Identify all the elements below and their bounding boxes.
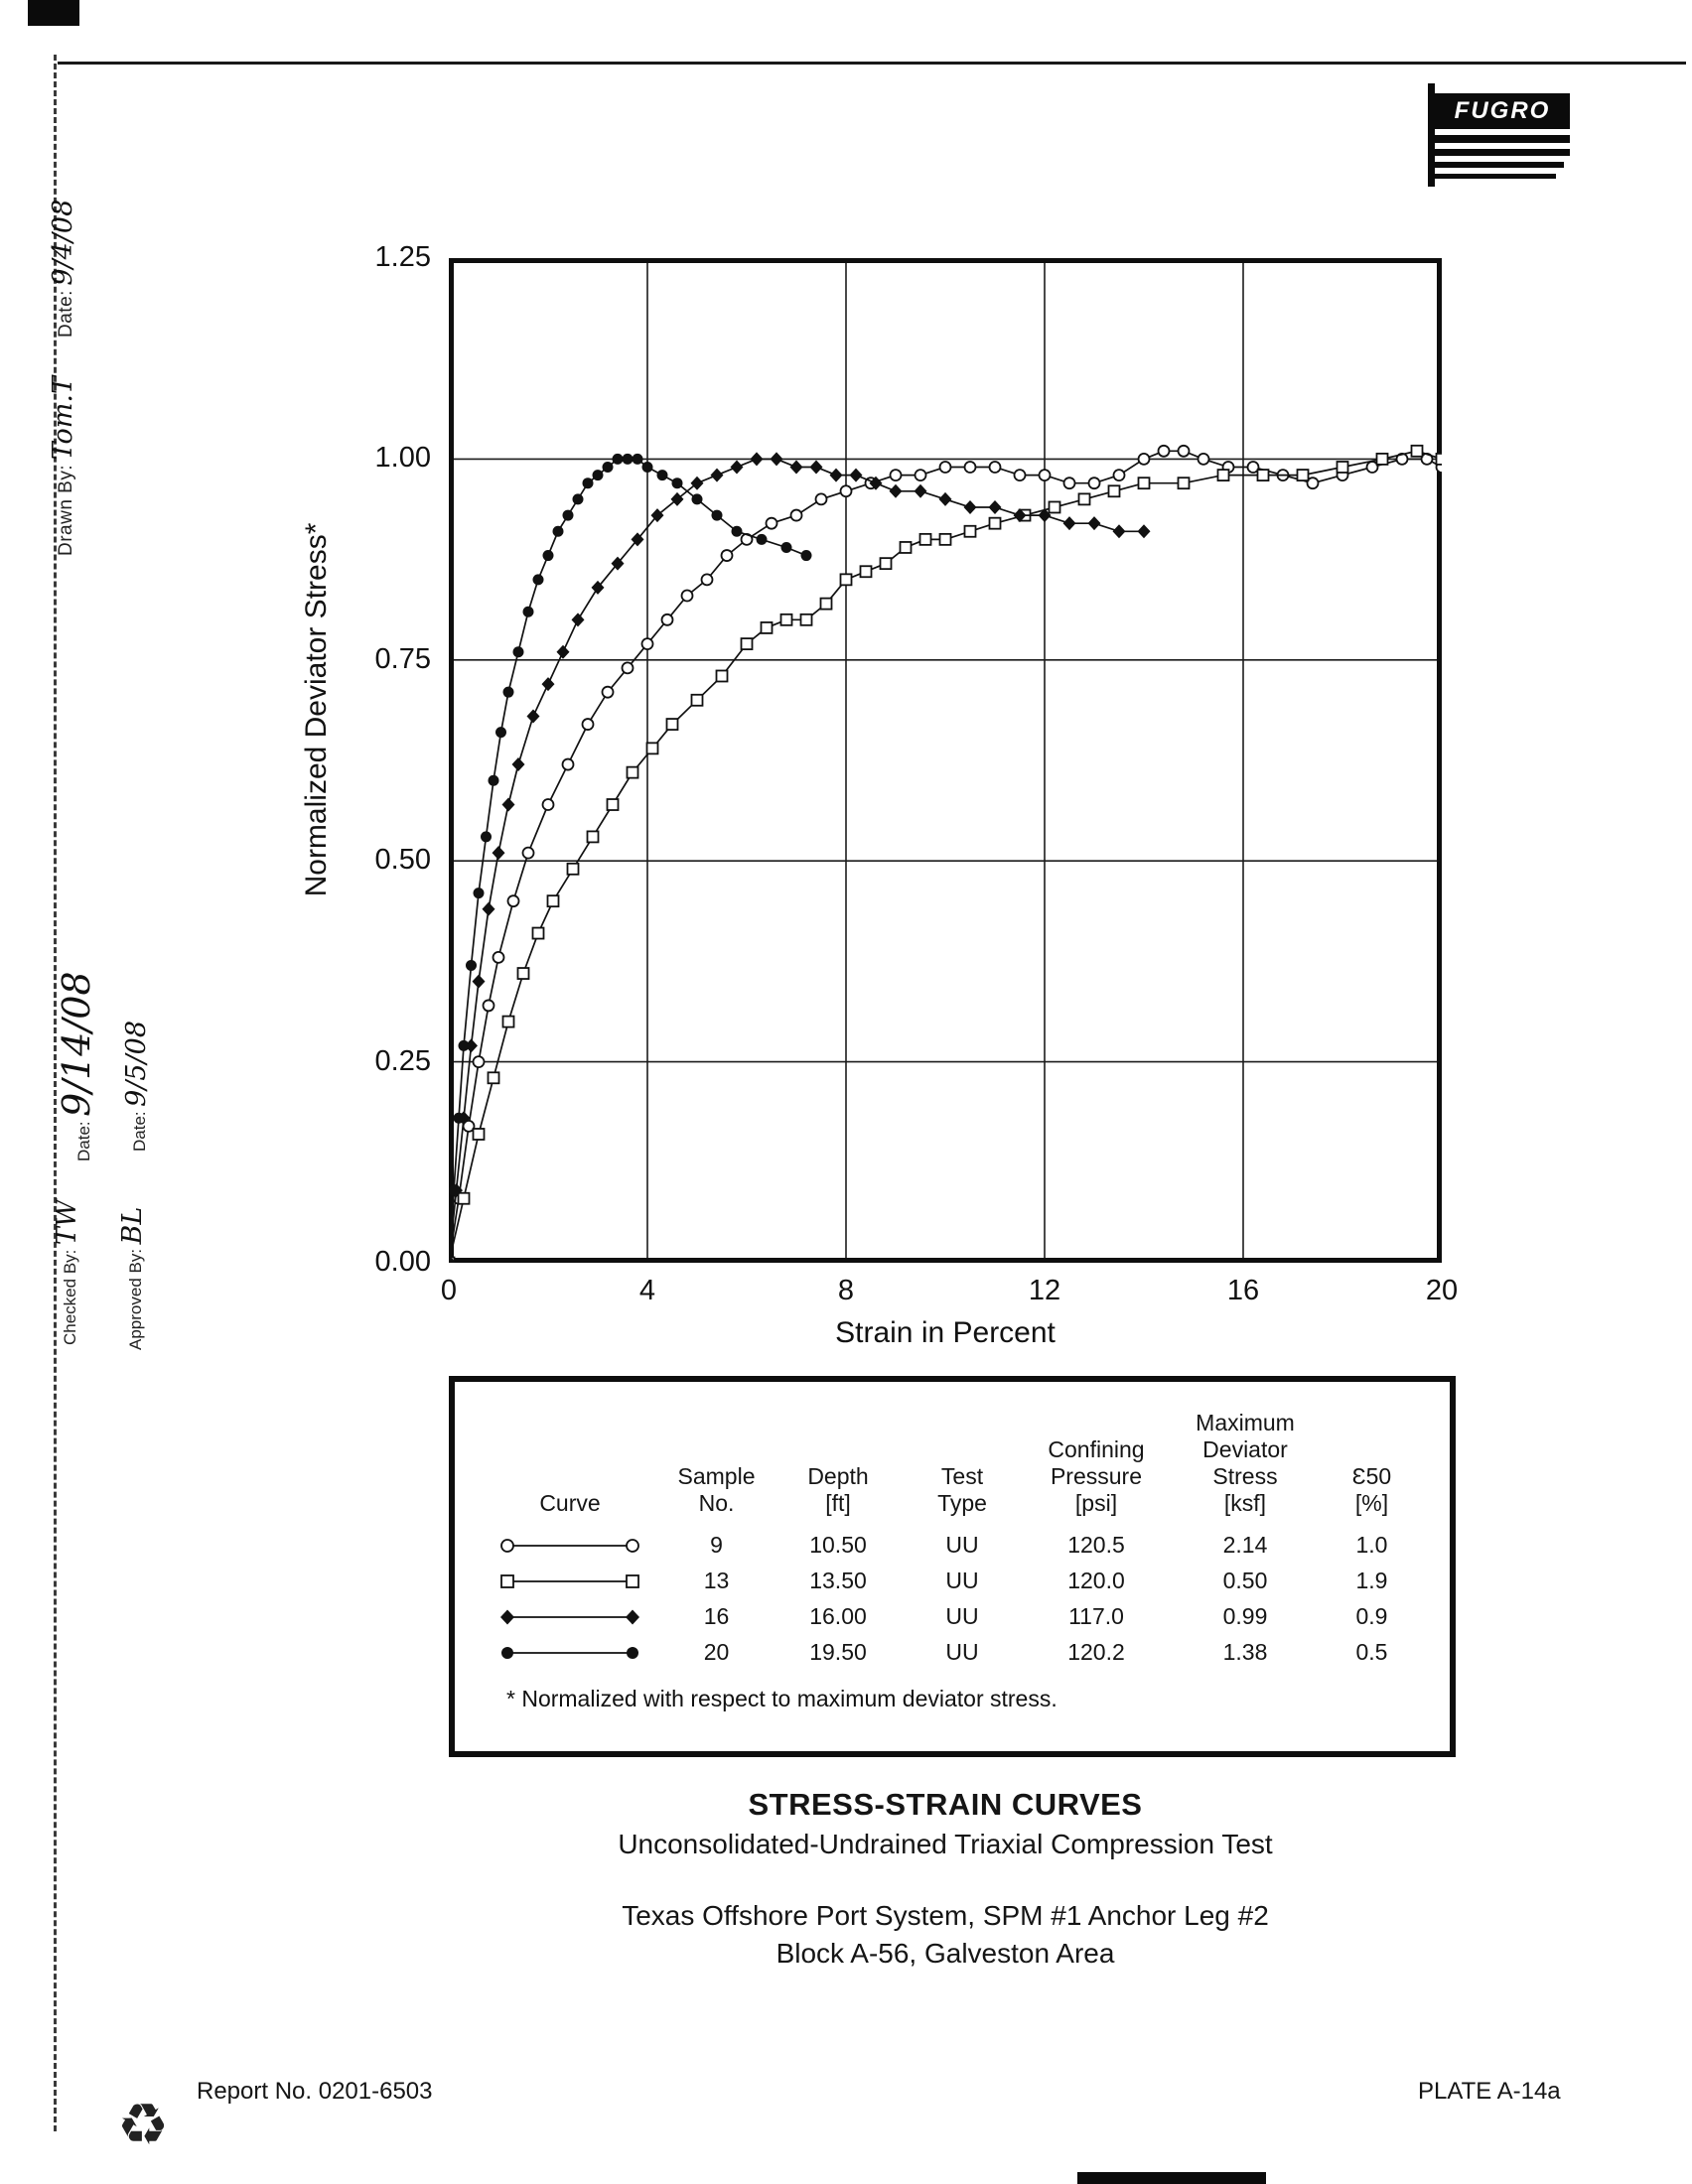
legend-cell-depth: 13.50 bbox=[809, 1568, 867, 1593]
y-axis-title: Normalized Deviator Stress* bbox=[300, 522, 333, 897]
margin-checked-by bbox=[52, 1199, 82, 1345]
scan-bottom-bar bbox=[1077, 2172, 1266, 2184]
margin-checked-by-label: Checked By: bbox=[61, 1249, 79, 1345]
legend-header--50: Ɛ50 [%] bbox=[1351, 1463, 1392, 1517]
figure-title: STRESS-STRAIN CURVES bbox=[748, 1787, 1143, 1822]
stress-strain-plot bbox=[449, 258, 1442, 1263]
legend-cell-test: UU bbox=[945, 1603, 979, 1629]
legend-row-sample-9 bbox=[481, 1528, 1424, 1564]
margin-approved-by-signature: BL bbox=[117, 1206, 148, 1245]
legend-cell-stress: 2.14 bbox=[1222, 1532, 1268, 1558]
margin-drawn-by bbox=[48, 376, 78, 556]
margin-approved-date-value: 9/5/08 bbox=[121, 1021, 152, 1107]
y-tick-1.25: 1.25 bbox=[374, 241, 431, 273]
legend-cell-pressure: 117.0 bbox=[1068, 1603, 1124, 1629]
recycle-icon: ♻ bbox=[117, 2093, 169, 2157]
legend-cell-stress: 0.99 bbox=[1222, 1603, 1268, 1629]
fugro-logo-stripe bbox=[1435, 162, 1564, 168]
margin-checked-by-signature: TW bbox=[52, 1199, 82, 1246]
legend-header-depth: Depth [ft] bbox=[807, 1463, 869, 1517]
legend-cell-e50: 1.9 bbox=[1355, 1568, 1388, 1593]
legend-header-sample: Sample No. bbox=[677, 1463, 756, 1517]
x-tick-16: 16 bbox=[1226, 1275, 1260, 1306]
margin-drawn-by-signature: Tom.T bbox=[48, 376, 78, 461]
margin-drawn-by-label: Drawn By: bbox=[56, 464, 76, 556]
legend-cell-pressure: 120.0 bbox=[1067, 1568, 1125, 1593]
legend-cell-stress: 1.38 bbox=[1222, 1639, 1268, 1665]
fugro-logo-stripe bbox=[1435, 149, 1570, 156]
y-tick-1.00: 1.00 bbox=[374, 442, 431, 475]
fugro-logo-stripe bbox=[1435, 135, 1570, 143]
margin-drawn-date-label: Date: bbox=[56, 290, 76, 338]
legend-cell-e50: 0.9 bbox=[1355, 1603, 1388, 1629]
legend-header-test: Test Type bbox=[937, 1463, 987, 1517]
y-tick-0.25: 0.25 bbox=[374, 1044, 431, 1077]
legend-header-curve: Curve bbox=[539, 1490, 601, 1517]
x-axis-title: Strain in Percent bbox=[835, 1316, 1056, 1349]
series-sample-13 bbox=[449, 446, 1442, 1263]
legend-table bbox=[481, 1410, 1424, 1671]
y-tick-0.50: 0.50 bbox=[374, 844, 431, 877]
fugro-logo-stripe bbox=[1435, 174, 1556, 179]
legend-cell-depth: 16.00 bbox=[809, 1603, 867, 1629]
legend-cell-sample: 13 bbox=[703, 1568, 730, 1593]
fugro-logo bbox=[1430, 91, 1575, 187]
legend-cell-pressure: 120.2 bbox=[1067, 1639, 1125, 1665]
x-tick-4: 4 bbox=[638, 1275, 656, 1306]
legend-row-sample-20 bbox=[481, 1635, 1424, 1671]
legend-header-confining: Confining Pressure [psi] bbox=[1048, 1436, 1145, 1517]
plate-number: PLATE A-14a bbox=[1418, 2078, 1561, 2105]
margin-checked-date bbox=[55, 971, 98, 1161]
legend-header-maximum: Maximum Deviator Stress [ksf] bbox=[1196, 1410, 1295, 1517]
figure-subtitle-location: Block A-56, Galveston Area bbox=[776, 1938, 1115, 1969]
margin-approved-date-label: Date: bbox=[130, 1111, 149, 1152]
legend-cell-test: UU bbox=[945, 1532, 979, 1558]
legend-cell-depth: 19.50 bbox=[809, 1639, 867, 1665]
margin-drawn-date-value: 9/4/08 bbox=[48, 199, 78, 286]
margin-drawn-date bbox=[48, 200, 78, 338]
margin-approved-date bbox=[121, 1021, 152, 1152]
legend-cell-pressure: 120.5 bbox=[1067, 1532, 1125, 1558]
legend-row-sample-16 bbox=[481, 1599, 1424, 1635]
legend-cell-sample: 20 bbox=[703, 1639, 730, 1665]
legend-cell-sample: 9 bbox=[710, 1532, 723, 1558]
legend-curve-symbol-diamond-filled bbox=[495, 1605, 644, 1629]
fugro-logo-wordmark: FUGRO bbox=[1435, 93, 1570, 129]
legend-cell-e50: 0.5 bbox=[1355, 1639, 1388, 1665]
legend-curve-symbol-circle-open bbox=[495, 1534, 644, 1558]
legend-row-sample-13 bbox=[481, 1564, 1424, 1599]
margin-checked-date-label: Date: bbox=[74, 1121, 93, 1161]
legend-table-header bbox=[481, 1410, 1424, 1528]
series-sample-20 bbox=[449, 454, 812, 1263]
x-tick-0: 0 bbox=[440, 1275, 458, 1306]
margin-approved-by bbox=[117, 1207, 148, 1350]
figure-subtitle-project: Texas Offshore Port System, SPM #1 Anchor Leg #2 bbox=[622, 1900, 1269, 1931]
legend-cell-depth: 10.50 bbox=[809, 1532, 867, 1558]
legend-box bbox=[449, 1376, 1456, 1757]
y-tick-0.00: 0.00 bbox=[374, 1246, 431, 1278]
margin-approved-by-label: Approved By: bbox=[126, 1248, 145, 1350]
legend-cell-stress: 0.50 bbox=[1222, 1568, 1268, 1593]
x-tick-20: 20 bbox=[1425, 1275, 1459, 1306]
y-tick-0.75: 0.75 bbox=[374, 642, 431, 675]
margin-checked-date-value: 9/14/08 bbox=[55, 971, 98, 1117]
legend-curve-symbol-square-open bbox=[495, 1570, 644, 1593]
scan-corner-mark bbox=[28, 0, 79, 26]
legend-curve-symbol-circle-filled bbox=[495, 1641, 644, 1665]
series-sample-9 bbox=[449, 446, 1442, 1263]
top-border-rule bbox=[58, 62, 1686, 65]
fugro-logo-pole bbox=[1428, 83, 1435, 187]
x-tick-8: 8 bbox=[837, 1275, 855, 1306]
report-number: Report No. 0201-6503 bbox=[197, 2078, 433, 2105]
legend-footnote: * Normalized with respect to maximum deviator stress. bbox=[506, 1686, 1058, 1711]
legend-cell-test: UU bbox=[945, 1568, 979, 1593]
legend-cell-test: UU bbox=[945, 1639, 979, 1665]
x-tick-12: 12 bbox=[1028, 1275, 1061, 1306]
figure-subtitle-test: Unconsolidated-Undrained Triaxial Compression Test bbox=[618, 1829, 1273, 1859]
legend-cell-e50: 1.0 bbox=[1355, 1532, 1388, 1558]
legend-cell-sample: 16 bbox=[703, 1603, 730, 1629]
